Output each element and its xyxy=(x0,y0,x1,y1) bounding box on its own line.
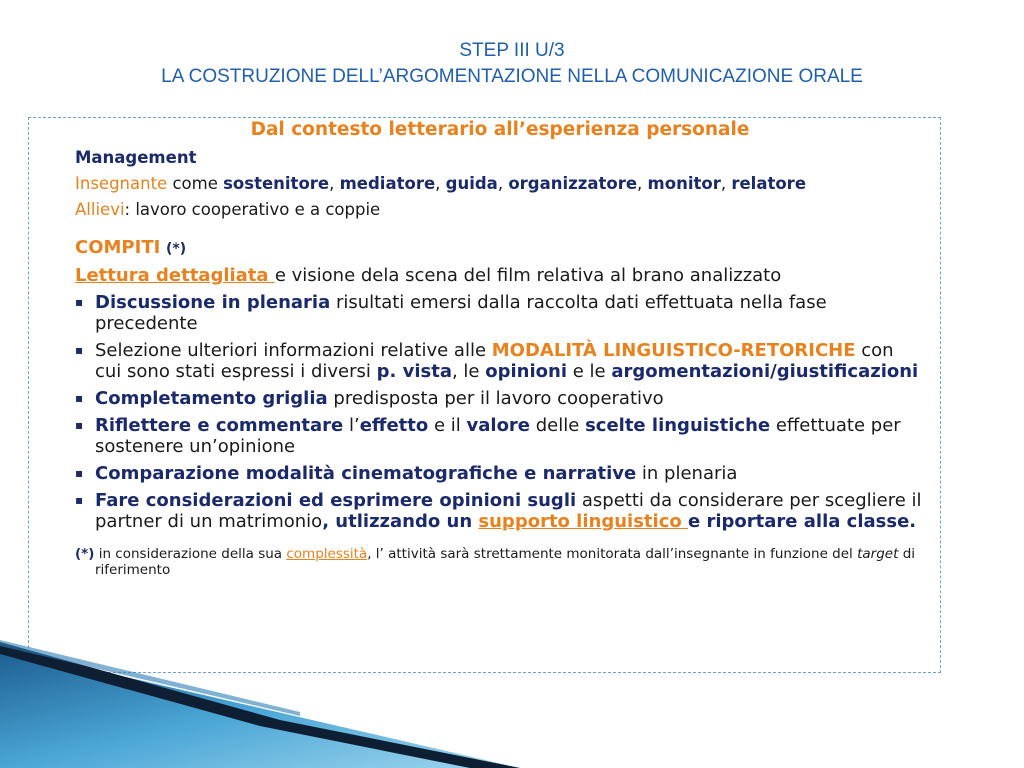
bullet-icon: ▪ xyxy=(75,418,84,432)
decorative-swoosh xyxy=(0,640,520,768)
text-span: Riflettere e commentare xyxy=(95,415,344,436)
compiti-heading xyxy=(75,238,925,259)
footnote-star: (*) xyxy=(75,546,95,562)
compiti-label: COMPITI xyxy=(75,237,161,258)
text-span: Fare considerazioni ed esprimere opinioni sugli xyxy=(95,490,577,511)
text-span: Selezione ulteriori informazioni relative alle xyxy=(95,340,492,361)
text-span: risultati emersi dalla raccolta dati effettuata nella fase precedente xyxy=(95,292,827,334)
list-item xyxy=(75,388,925,409)
text-span: p. vista xyxy=(376,361,452,382)
slide-title xyxy=(0,38,1024,90)
allievi-label: Allievi xyxy=(75,200,125,219)
complessita-link[interactable]: complessità xyxy=(286,546,368,562)
text-span: in considerazione della sua xyxy=(94,546,287,562)
text-span: , xyxy=(720,174,732,193)
supporto-linguistico-link[interactable]: supporto linguistico xyxy=(478,511,688,532)
text-span: delle xyxy=(530,415,586,436)
list-item xyxy=(75,490,925,532)
section-subtitle: Dal contesto letterario all’esperienza personale xyxy=(250,119,750,140)
bullet-icon: ▪ xyxy=(75,493,84,507)
role-monitor: monitor xyxy=(647,174,721,193)
footnote xyxy=(75,546,925,578)
title-line-1: STEP III U/3 xyxy=(459,40,565,61)
text-span: , l’ attività sarà strettamente monitorata dall’insegnante in funzione del xyxy=(367,546,858,562)
lettura-paragraph xyxy=(75,265,925,286)
text-span: argomentazioni/giustificazioni xyxy=(611,361,919,382)
role-relatore: relatore xyxy=(731,174,807,193)
bullet-icon: ▪ xyxy=(75,466,84,480)
role-organizzatore: organizzatore xyxy=(508,174,638,193)
text-span: in plenaria xyxy=(636,463,738,484)
text-span: , xyxy=(637,174,648,193)
bullet-icon: ▪ xyxy=(75,295,84,309)
text-span: predisposta per il lavoro cooperativo xyxy=(327,388,664,409)
bullet-icon: ▪ xyxy=(75,391,84,405)
text-span: effettuate per sostenere un’opinione xyxy=(95,415,901,457)
text-span: con cui sono stati espressi i diversi xyxy=(95,340,894,382)
text-span: , xyxy=(435,174,446,193)
text-span: Completamento griglia xyxy=(95,388,328,409)
text-span: effetto xyxy=(359,415,429,436)
text-span: , xyxy=(329,174,340,193)
text-span: l’ xyxy=(343,415,360,436)
text-span: Discussione in plenaria xyxy=(95,292,331,313)
allievi-paragraph xyxy=(75,200,925,220)
text-span: di riferimento xyxy=(95,546,916,578)
text-span: valore xyxy=(466,415,531,436)
list-item xyxy=(75,463,925,484)
list-item xyxy=(75,292,925,334)
insegnante-paragraph xyxy=(75,174,925,194)
text-span: e le xyxy=(567,361,612,382)
compiti-star: (*) xyxy=(166,241,187,257)
bullet-icon: ▪ xyxy=(75,343,84,357)
text-span: opinioni xyxy=(485,361,567,382)
slide-content xyxy=(75,120,925,578)
text-span: Comparazione modalità cinematografiche e narrative xyxy=(95,463,637,484)
text-span: target xyxy=(857,546,899,562)
text-span: : lavoro cooperativo e a coppie xyxy=(124,200,381,219)
text-span: MODALITÀ LINGUISTICO-RETORICHE xyxy=(491,340,856,361)
role-sostenitore: sostenitore xyxy=(223,174,330,193)
title-line-2: LA COSTRUZIONE DELL’ARGOMENTAZIONE NELLA COMUNICAZIONE ORALE xyxy=(161,66,863,87)
list-item xyxy=(75,415,925,457)
text-span: e riportare alla classe. xyxy=(688,511,917,532)
text-span: e visione dela scena del film relativa al brano analizzato xyxy=(274,265,782,286)
lettura-link[interactable]: Lettura dettagliata xyxy=(75,265,275,286)
text-span: , utlizzando un xyxy=(322,511,479,532)
text-span: , xyxy=(497,174,509,193)
text-span: aspetti da considerare per scegliere il partner di un matrimonio xyxy=(95,490,922,532)
list-item xyxy=(75,340,925,382)
role-mediatore: mediatore xyxy=(339,174,436,193)
management-heading: Management xyxy=(75,148,197,167)
text-span: scelte linguistiche xyxy=(585,415,771,436)
text-span: e il xyxy=(428,415,467,436)
task-list xyxy=(75,292,925,532)
text-span: come xyxy=(167,174,224,193)
text-span: , le xyxy=(451,361,486,382)
insegnante-label: Insegnante xyxy=(75,174,168,193)
role-guida: guida xyxy=(445,174,498,193)
